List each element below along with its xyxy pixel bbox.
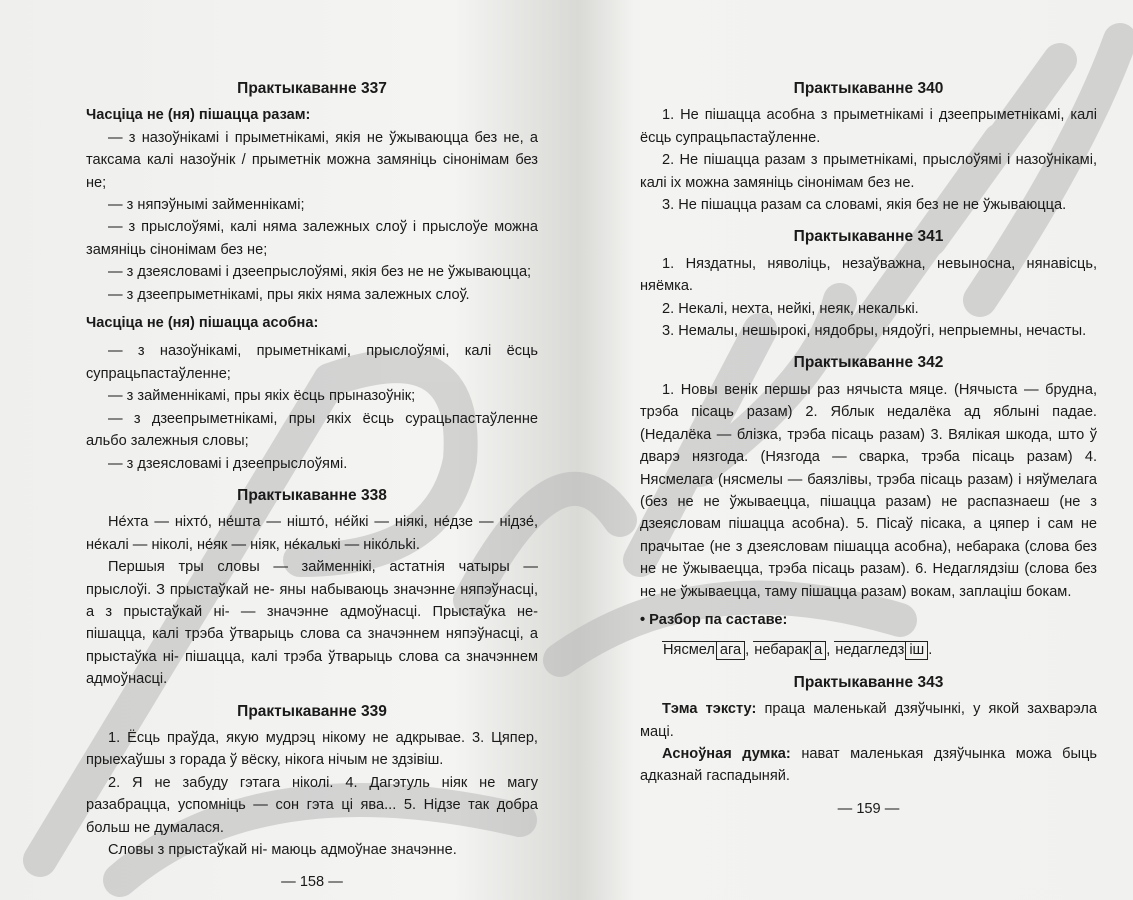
ex337-item-9: — з дзеясловамі і дзеепрыслоўямі.	[108, 455, 348, 472]
ex343-theme-text: праца маленькай дзяўчынкі, у якой захварэла маці.	[640, 701, 1097, 740]
ex337-item-4: — з дзеясловамі і дзеепрыслоўямі, якія без не не ўжываюцца;	[108, 264, 532, 281]
ex337-item-5: — з дзеепрыметнікамі, пры якіх няма залежных слоў.	[108, 286, 470, 303]
ex337-title: Практыкаванне 337	[237, 80, 387, 97]
ex342-title: Практыкаванне 342	[793, 354, 944, 372]
morph-ending-1: ага	[716, 641, 745, 660]
ex341-title: Практыкаванне 341	[793, 228, 944, 246]
left-page	[0, 0, 560, 900]
ex337-item-3: — з прыслоўямі, калі няма залежных слоў і прыслоўе можна замяніць сінонімам без не;	[86, 219, 538, 258]
ex343-idea	[640, 743, 1097, 788]
ex340-item-2: 2. Не пішацца разам з прыметнікамі, прыслоўямі і назоўнікамі, калі іх можна замяніць сінонімам без не.	[640, 152, 1097, 191]
ex337-item-7: — з займеннікамі, пры якіх ёсць прыназоўнік;	[108, 388, 416, 405]
ex337-item-2: — з няпэўнымі займеннікамі;	[108, 197, 305, 214]
ex339-text-2: 2. Я не забуду гэтага ніколі. 4. Дагэтуль ніяк не магу разабрацца, успомніць — сон гэта ці ява... 5. Нідзе так добра больш не думалася.	[86, 774, 538, 836]
right-page	[582, 0, 1133, 900]
ex343-idea-text: нават маленькая дзяўчынка можа быць адказнай гаспадыняй.	[640, 745, 1097, 785]
ex341-item-1: 1. Няздатны, няволіць, незаўважна, невыносна, нянавісць, няёмка.	[640, 255, 1097, 295]
ex338-text-2: Першыя тры словы — займеннікі, астатнія чатыры — прыслоўі. З прыстаўкай не- яны набываюць значэнне няпэўнасці, а з прыстаўкай ні- — значэнне адмоўнасці. Прыстаўка не- пішацца, калі трэба ўтварыць слова са значэннем няпэўнасці, а прыстаўка ні- пішацца, калі трэба ўтварыць слова са значэннем адмоўнасці.	[86, 559, 538, 688]
morph-analysis: Нясмел ага , небарак а , недагледз іш .	[663, 642, 933, 659]
morph-root-2: небарак	[754, 642, 810, 659]
ex343-idea-label: Асноўная думка:	[662, 745, 791, 762]
ex343-theme	[640, 698, 1097, 743]
ex338-title: Практыкаванне 338	[237, 486, 387, 504]
morph-analysis-label: Разбор па саставе:	[649, 611, 788, 628]
ex338-text-1: Не́хта — ніхто́, не́шта — нішто́, не́йкі — ніякі, не́дзе — нідзе́, не́калі — ніколі, не́як — ніяк, не́калькі — ніко́льki.	[86, 514, 538, 553]
ex343-title: Практыкаванне 343	[793, 673, 944, 691]
ex337-item-6: — з назоўнікамі, прыметнікамі, прыслоўямі, калі ёсць супрацьпастаўленне;	[86, 343, 538, 382]
bullet-icon: •	[640, 611, 650, 628]
ex337-head1: Часціца не (ня) пішацца разам:	[86, 107, 311, 124]
morph-analysis-heading	[640, 609, 1097, 631]
morph-ending-2: а	[810, 641, 826, 660]
ex337-head2: Часціца не (ня) пішацца асобна:	[86, 315, 319, 332]
page-number-left: — 158 —	[281, 874, 343, 891]
ex339-title: Практыкаванне 339	[237, 702, 387, 720]
ex337-item-8: — з дзеепрыметнікамі, пры якіх ёсць сурацьпастаўленне альбо залежныя словы;	[86, 410, 538, 450]
ex339-text-1: 1. Ёсць праўда, якую мудрэц нікому не адкрывае. 3. Цяпер, прыехаўшы з горада ў вёску, нікога нічым не здзівіш.	[86, 729, 538, 769]
ex341-item-3: 3. Немалы, нешырокі, нядобры, нядоўгі, непрыемны, нечасты.	[662, 323, 1087, 340]
ex340-item-3: 3. Не пішацца разам са словамі, якія без не не ўжываюцца.	[662, 197, 1067, 214]
ex341-item-2: 2. Некалі, нехта, нейкі, неяк, некалькі.	[662, 300, 919, 317]
ex340-item-1: 1. Не пішацца асобна з прыметнікамі і дзеепрыметнікамі, калі ёсць супрацьпастаўленне.	[640, 107, 1097, 146]
ex337-item-1: — з назоўнікамі і прыметнікамі, якія не ўжываюцца без не, а таксама калі назоўнік / прыметнік можна замяніць сінонімам без не;	[86, 129, 538, 191]
ex342-text: 1. Новы венік першы раз нячыста мяце. (Нячыста — брудна, трэба пісаць разам) 2. Яблык недалёка ад яблыні падае. (Недалёка — блізка, трэба пісаць разам) 3. Вялікая шкода, што ў дварэ нязгода. (Нязгода — сварка, трэба пісаць разам) 4. Нясмелага (нясмелы — баязлівы, трэба пісаць разам) і няўмелага (без не не ўжываецца, пішацца разам) не распазнаеш (не з дзеясловам пішацца асобна). 5. Пісаў пісака, а цяпер і сам не прачытае (не з дзеясловам пішацца асобна), небарака (слова без не не ўжываецца, трэба пісаць разам). 6. Недаглядзіш (слова без не не ўжываецца, таму пішацца разам) вокам, заплаціш бокам.	[640, 381, 1097, 600]
morph-root-1: Нясмел	[663, 642, 715, 659]
ex343-theme-label: Тэма тэксту:	[662, 701, 757, 718]
morph-root-3: недагледз	[835, 642, 905, 659]
morph-ending-3: іш	[905, 641, 928, 660]
ex340-title: Практыкаванне 340	[793, 80, 944, 97]
ex339-text-3: Словы з прыстаўкай ні- маюць адмоўнае значэнне.	[108, 842, 457, 858]
page-number-right: — 159 —	[837, 800, 900, 817]
